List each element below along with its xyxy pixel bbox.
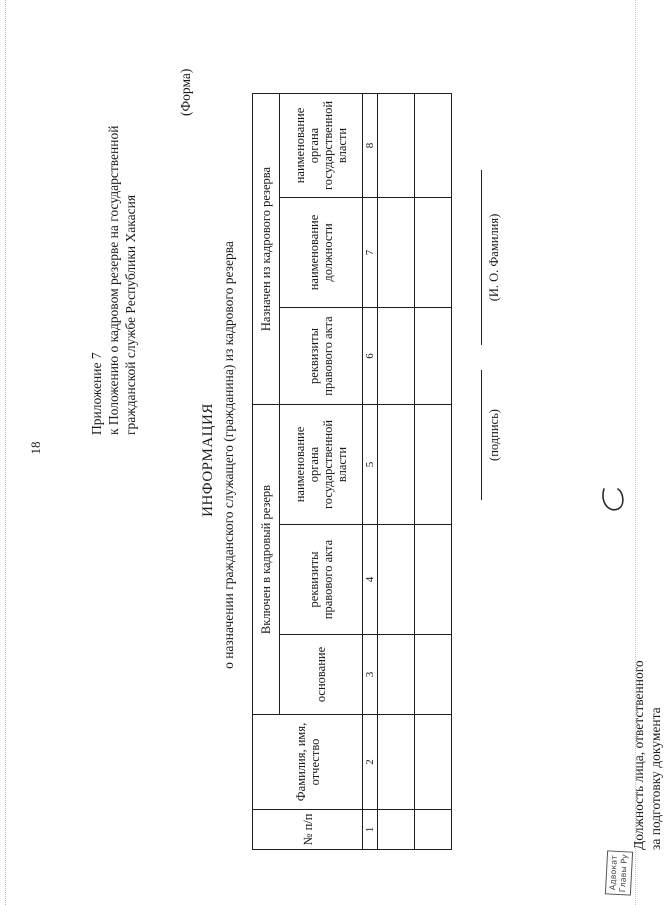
table-row — [415, 94, 452, 850]
header-included-in-reserve: Включен в кадровый резерв — [253, 405, 280, 715]
column-number: 5 — [363, 405, 378, 525]
column-number: 8 — [363, 94, 378, 198]
column-number: 7 — [363, 198, 378, 308]
header-full-name: Фамилия, имя, отчество — [253, 715, 363, 810]
annex-line-1: Приложение 7 — [89, 352, 104, 435]
signature-label: (подпись) — [487, 409, 501, 461]
table-cell — [378, 810, 415, 850]
table-cell — [378, 308, 415, 405]
table-cell — [415, 715, 452, 810]
name-line — [481, 170, 482, 345]
table-cell — [378, 198, 415, 308]
handwritten-mark — [598, 479, 628, 519]
header-position: наименование должности — [280, 198, 363, 308]
header-act-details-included: реквизиты правового акта — [280, 525, 363, 635]
column-number: 6 — [363, 308, 378, 405]
stamp-line-1: Адвокат — [608, 855, 619, 891]
name-label: (И. О. Фамилия) — [487, 213, 501, 302]
table-cell — [415, 525, 452, 635]
column-number: 1 — [363, 810, 378, 850]
table-cell — [415, 308, 452, 405]
stamp-line-2: Главы Ру — [618, 854, 629, 893]
document-subtitle: о назначении гражданского служащего (гражданина) из кадрового резерва — [221, 241, 236, 669]
table-row — [378, 94, 415, 850]
responsible-caption-line-2: за подготовку документа — [648, 707, 663, 850]
annex-line-2: к Положению о кадровом резерве на государственной — [106, 125, 121, 435]
header-act-details-appointed: реквизиты правового акта — [280, 308, 363, 405]
column-number: 3 — [363, 635, 378, 715]
header-basis: основание — [280, 635, 363, 715]
document-title: ИНФОРМАЦИЯ — [200, 403, 216, 517]
responsible-caption-line-1: Должность лица, ответственного — [631, 660, 646, 850]
header-authority-included: наименование органа государственной власти — [280, 405, 363, 525]
signature-line — [481, 370, 482, 500]
header-appointed-from-reserve: Назначен из кадрового резерва — [253, 94, 280, 405]
responsible-person-caption — [630, 660, 664, 850]
column-number: 2 — [363, 715, 378, 810]
table-cell — [378, 635, 415, 715]
header-number: № п/п — [253, 810, 363, 850]
column-number-row — [363, 94, 378, 850]
header-authority-appointed: наименование органа государственной власти — [280, 94, 363, 198]
table-cell — [378, 715, 415, 810]
watermark-stamp — [605, 850, 633, 895]
appointment-table — [252, 93, 452, 850]
table-cell — [415, 198, 452, 308]
column-number: 4 — [363, 525, 378, 635]
table-cell — [378, 405, 415, 525]
page-number: 18 — [28, 441, 43, 455]
annex-header — [88, 126, 139, 435]
table-cell — [378, 94, 415, 198]
annex-line-3: гражданской службе Республики Хакасия — [123, 194, 138, 435]
form-label: (Форма) — [178, 68, 193, 116]
table-cell — [415, 635, 452, 715]
table-cell — [415, 405, 452, 525]
table-cell — [415, 810, 452, 850]
table-cell — [415, 94, 452, 198]
table-cell — [378, 525, 415, 635]
